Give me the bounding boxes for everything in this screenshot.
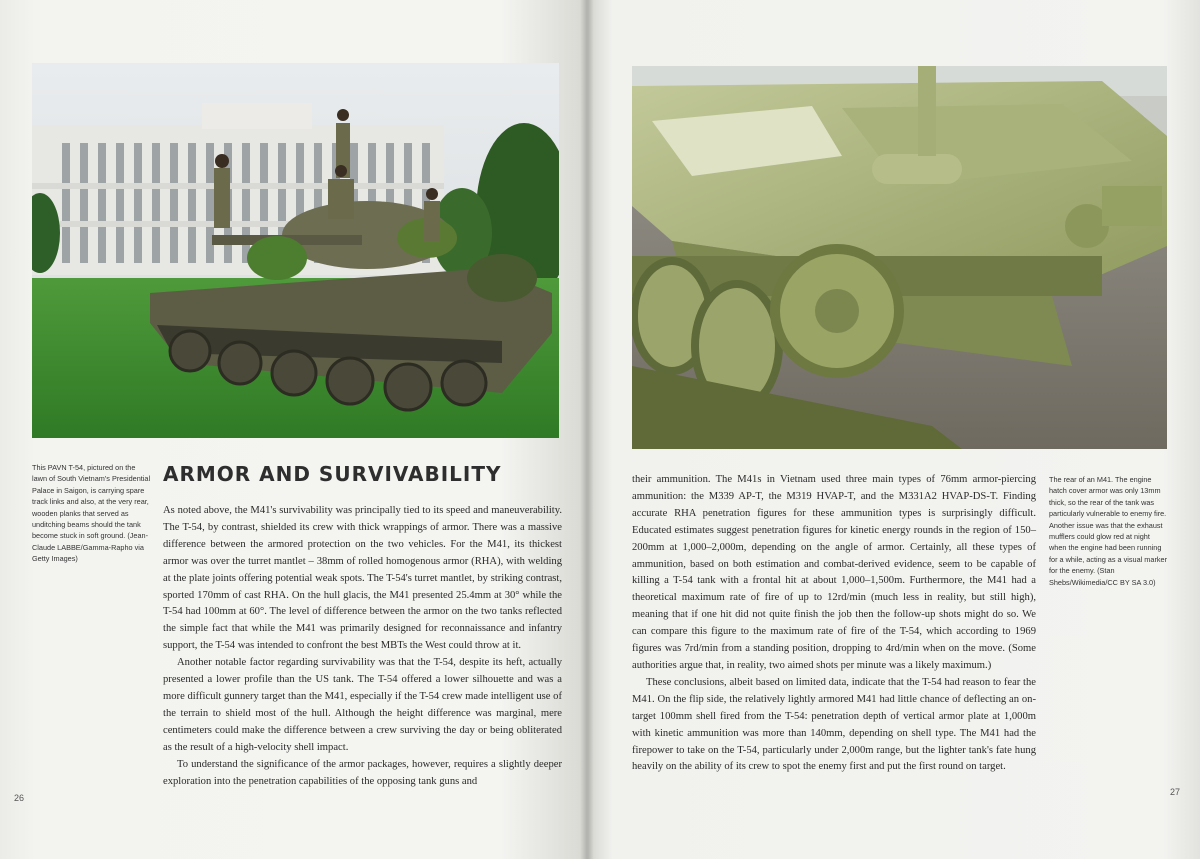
left-paragraph-1: As noted above, the M41's survivability was principally tied to its speed and maneuverability. The T-54, by contrast, shielded its crew with thick wrappings of armor. There was a massive difference between the armored protection on the two vehicles. For the M41, its thickest armor was over the turret mantlet – 38mm of rolled homogenous armor (RHA), with welding at the plate joints offering potential weak spots. The T-54's turret mantlet, by striking contrast, sported 170mm of cast RHA. On the hull glacis, the M41 presented 25.4mm at 30° while the T-54 had 100mm at 60°. The level of difference between the armor on the two tanks reflected the simple fact that while the M41 was primarily designed for reconnaissance and infantry support, the T-54 was intended to confront the best MBTs the West could throw at it. [163, 505, 562, 652]
right-paragraph-2: These conclusions, albeit based on limited data, indicate that the T-54 had reason to fear the M41. On the flip side, the relatively lightly armored M41 had little chance of deflecting an on-target 100mm shell fired from the T-54: penetration depth of vertical armor plate at 1,000m with kinetic ammunition was more than 140mm, depending on shell type. The M41 had the firepower to take on the T-54, particularly under 2,000m range, but the lighter tank's fate hung heavily on the ability of its crew to spot the enemy first and put the first round on target. [632, 676, 1036, 773]
right-page [588, 0, 1200, 859]
m41-tank-rear-photo [632, 66, 1167, 449]
left-photo-caption: This PAVN T-54, pictured on the lawn of South Vietnam's Presidential Palace in Saigon, is carrying spare track links and also, at the very rear, wooden planks that served as unditching beams should the tank become stuck in soft ground. (Jean-Claude LABBE/Gamma-Rapho via Getty Images) [32, 463, 151, 564]
left-paragraph-3: To understand the significance of the armor packages, however, requires a slightly deeper exploration into the penetration capabilities of the opposing tank guns and [163, 758, 562, 787]
right-photo-caption: The rear of an M41. The engine hatch cover armor was only 13mm thick, so the rear of the tank was particularly vulnerable to enemy fire. Another issue was that the exhaust mufflers could glow red at night when the engine had been running for a while, acting as a visual marker for the enemy. (Stan Shebs/Wikimedia/CC BY SA 3.0) [1049, 475, 1168, 587]
right-page-number: 27 [1170, 787, 1181, 797]
left-paragraph-2: Another notable factor regarding survivability was that the T-54, despite its heft, actually presented a lower profile than the US tank. The T-54 offered a lower silhouette and was a more difficult gunnery target than the M41, especially if the T-54 crew made intelligent use of the terrain to shield most of the hull. Although the height difference was marginal, mere centimeters could make the difference between a crew surviving the day or being obliterated as the result of a high-velocity shell impact. [163, 657, 562, 753]
t54-photo-illustration [32, 63, 559, 438]
right-paragraph-1: their ammunition. The M41s in Vietnam used three main types of 76mm armor-piercing ammunition: the M339 AP-T, the M319 HVAP-T, and the M331A2 HVAP-DS-T. Finding accurate RHA penetration figures for these ammunition types is surprisingly difficult. Educated estimates suggest penetration figures for kinetic energy rounds in the region of 150–200mm at 1,000–2,000m, depending on the angle of armor. Certainly, all these types of ammunition, based on both estimation and combat-derived evidence, seem to be capable of killing a T-54 tank with a frontal hit at about 1,000–1,500m. Furthermore, the M41 had a theoretical maximum rate of fire of up to 12rd/min (much less in reality, but still high), meaning that if one hit did not quite finish the job then the follow-up shots might do so. We can compare this figure to the maximum rate of fire of the T-54, which according to 1969 figures was 7rd/min from a standing position, dropping to 4rd/min when on the move. (Some authorities argue that, in reality, two aimed shots per minute was a likely maximum.) [632, 474, 1036, 671]
section-heading: ARMOR AND SURVIVABILITY [163, 462, 502, 486]
left-page-number: 26 [14, 793, 25, 803]
left-body-text [163, 503, 562, 790]
t54-tank-photo [32, 63, 559, 438]
right-body-text [632, 472, 1036, 776]
m41-photo-illustration [632, 66, 1167, 449]
left-page [0, 0, 588, 859]
